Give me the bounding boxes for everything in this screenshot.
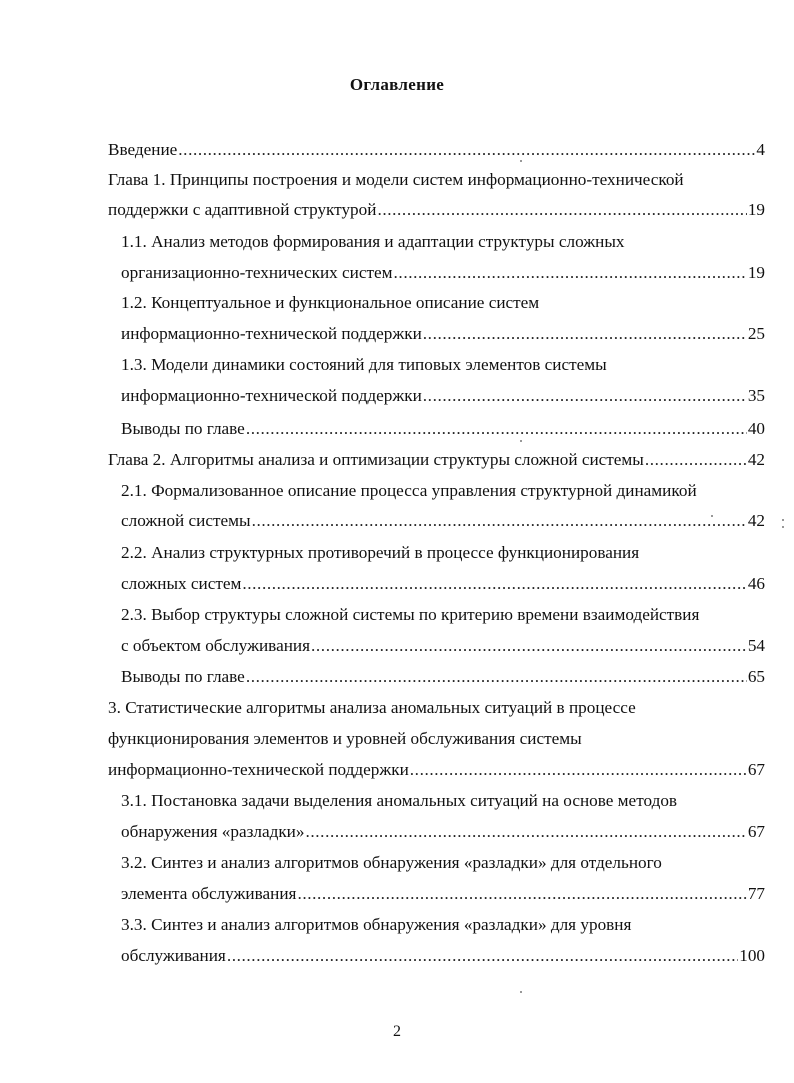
toc-entry-page: 54 [747, 636, 765, 655]
toc-entry-3-2-line-1[interactable]: 3.2. Синтез и анализ алгоритмов обнаружения «разладки» для отдельного [121, 853, 662, 872]
toc-entry-title: с объектом обслуживания [121, 636, 311, 655]
toc-entry-2-1-line-1[interactable]: 2.1. Формализованное описание процесса управления структурной динамикой [121, 481, 697, 500]
toc-entry-1-1-line-1[interactable]: 1.1. Анализ методов формирования и адаптации структуры сложных [121, 232, 625, 251]
toc-entry-3-1-line-1[interactable]: 3.1. Постановка задачи выделения аномальных ситуаций на основе методов [121, 791, 678, 810]
toc-entry-title: элемента обслуживания [121, 884, 297, 903]
toc-entry-title: информационно-технической поддержки [121, 324, 422, 343]
toc-entry-title: Глава 2. Алгоритмы анализа и оптимизации структуры сложной системы [108, 450, 644, 469]
toc-entry-2-3[interactable] [121, 636, 765, 656]
dot-leader [246, 419, 747, 439]
dot-leader [423, 386, 747, 406]
toc-entry-page: 77 [747, 884, 765, 903]
toc-entry-chapter-2-conclusions[interactable] [121, 667, 765, 687]
toc-entry-1-1[interactable] [121, 263, 765, 283]
toc-entry-1-3-line-1[interactable]: 1.3. Модели динамики состояний для типовых элементов системы [121, 355, 607, 374]
toc-entry-page: 100 [739, 946, 765, 965]
scan-speck [520, 440, 522, 442]
toc-entry-chapter-3-line-1[interactable]: 3. Статистические алгоритмы анализа аномальных ситуаций в процессе [108, 698, 636, 717]
toc-entry-title: обнаружения «разладки» [121, 822, 305, 841]
scan-speck [782, 519, 784, 521]
toc-entry-title: Выводы по главе [121, 419, 245, 438]
dot-leader [305, 822, 746, 842]
scan-speck [782, 526, 784, 528]
toc-entry-1-2-line-1[interactable]: 1.2. Концептуальное и функциональное описание систем [121, 293, 540, 312]
dot-leader [645, 450, 747, 470]
toc-entry-chapter-2[interactable] [108, 450, 765, 470]
toc-entry-page: 40 [747, 419, 765, 438]
toc-entry-3-3-line-1[interactable]: 3.3. Синтез и анализ алгоритмов обнаружения «разладки» для уровня [121, 915, 632, 934]
dot-leader [410, 760, 747, 780]
toc-entry-title: сложной системы [121, 511, 251, 530]
dot-leader [377, 200, 746, 220]
toc-entry-3-3[interactable] [121, 946, 765, 966]
toc-entry-chapter-1-line-1[interactable]: Глава 1. Принципы построения и модели систем информационно-технической [108, 170, 684, 189]
toc-entry-page: 25 [747, 324, 765, 343]
toc-entry-title: информационно-технической поддержки [121, 386, 422, 405]
toc-entry-page: 42 [747, 511, 765, 530]
toc-entry-chapter-1-conclusions[interactable] [121, 419, 765, 439]
toc-entry-introduction[interactable] [108, 140, 765, 160]
toc-entry-title: информационно-технической поддержки [108, 760, 409, 779]
dot-leader [246, 667, 747, 687]
toc-entry-page: 42 [747, 450, 765, 469]
toc-entry-title: Введение [108, 140, 178, 159]
toc-heading: Оглавление [349, 75, 445, 94]
toc-entry-2-1[interactable] [121, 511, 765, 531]
page-number: 2 [393, 1023, 401, 1040]
dot-leader [178, 140, 755, 160]
toc-entry-chapter-3[interactable] [108, 760, 765, 780]
toc-entry-page: 19 [747, 200, 765, 219]
dot-leader [394, 263, 747, 283]
scan-speck [520, 160, 522, 162]
toc-entry-title: организационно-технических систем [121, 263, 393, 282]
dot-leader [423, 324, 747, 344]
toc-entry-page: 35 [747, 386, 765, 405]
toc-entry-page: 67 [747, 822, 765, 841]
toc-entry-1-2[interactable] [121, 324, 765, 344]
toc-entry-title: сложных систем [121, 574, 242, 593]
toc-entry-page: 65 [747, 667, 765, 686]
toc-entry-2-2[interactable] [121, 574, 765, 594]
dot-leader [252, 511, 747, 531]
toc-entry-2-2-line-1[interactable]: 2.2. Анализ структурных противоречий в процессе функционирования [121, 543, 640, 562]
toc-entry-page: 46 [747, 574, 765, 593]
toc-entry-title: поддержки с адаптивной структурой [108, 200, 377, 219]
toc-entry-1-3[interactable] [121, 386, 765, 406]
toc-entry-page: 67 [747, 760, 765, 779]
dot-leader [242, 574, 746, 594]
toc-entry-title: Выводы по главе [121, 667, 245, 686]
toc-entry-page: 4 [756, 140, 765, 159]
toc-entry-chapter-1[interactable] [108, 200, 765, 220]
scan-speck [711, 515, 713, 517]
dot-leader [227, 946, 738, 966]
toc-entry-2-3-line-1[interactable]: 2.3. Выбор структуры сложной системы по критерию времени взаимодействия [121, 605, 700, 624]
toc-entry-3-2[interactable] [121, 884, 765, 904]
dot-leader [297, 884, 746, 904]
dot-leader [311, 636, 747, 656]
toc-entry-3-1[interactable] [121, 822, 765, 842]
toc-entry-chapter-3-line-2[interactable]: функционирования элементов и уровней обслуживания системы [108, 729, 582, 748]
toc-entry-title: обслуживания [121, 946, 226, 965]
toc-entry-page: 19 [747, 263, 765, 282]
scan-speck [520, 991, 522, 993]
